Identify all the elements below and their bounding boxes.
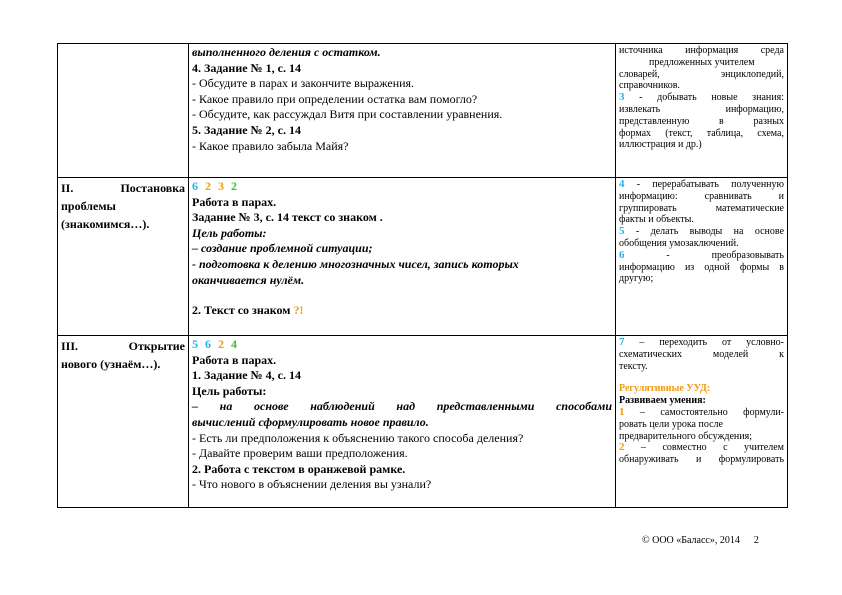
skill-line: словарей, энциклопедий, (619, 68, 784, 80)
activity-cell (189, 178, 616, 336)
text-line: выполненного деления с остатком. (192, 45, 381, 59)
goal-heading: Цель работы: (192, 225, 267, 240)
question-line: - Давайте проверим ваши предположения. (192, 446, 408, 461)
skills-cell (616, 178, 788, 336)
stage-title: III. Открытие (61, 339, 185, 353)
color-number: 3 (218, 179, 224, 193)
skill-line: – переходить от условно- (639, 337, 784, 348)
skill-number: 1 (619, 405, 625, 418)
goal-line: – создание проблемной ситуации; (192, 241, 373, 256)
task-heading: Работа в парах. (192, 352, 277, 367)
activity-cell (189, 336, 616, 508)
stage-title: (знакомимся…). (61, 217, 150, 231)
goal-line: оканчивается нулём. (192, 272, 305, 287)
table-row (58, 336, 788, 508)
skill-number: 5 (619, 225, 625, 238)
activity-cell (189, 44, 616, 178)
lesson-table (57, 43, 788, 508)
skill-line: извлекать информацию, (619, 103, 784, 115)
skill-line: тексту. (619, 360, 648, 372)
skill-line: группировать математические (619, 202, 784, 214)
stage-cell (58, 44, 189, 178)
color-number: 4 (231, 337, 237, 351)
task-heading: Работа в парах. (192, 194, 277, 209)
page-footer (642, 535, 759, 546)
task-heading: 2. Текст со знаком (192, 303, 291, 318)
stage-title: II. Постановка (61, 181, 185, 195)
goal-heading: Цель работы: (192, 383, 267, 398)
color-number: 2 (205, 179, 211, 193)
color-number: 6 (192, 179, 198, 193)
color-numbers (192, 337, 612, 353)
copyright-text: © ООО «Баласс», 2014 (642, 535, 740, 546)
question-exclamation-mark: ?! (293, 303, 304, 318)
skills-cell (616, 336, 788, 508)
skill-line: факты и объекты. (619, 214, 694, 226)
page-number: 2 (753, 535, 759, 546)
task-heading: Задание № 3, с. 14 текст со знаком . (192, 210, 383, 225)
skill-number: 2 (619, 441, 625, 454)
question-line: - Какое правило при определении остатка вам помогло? (192, 91, 478, 106)
skill-line: представленную в разных (619, 115, 784, 127)
skill-line: - перерабатывать полученную (636, 179, 785, 190)
color-number: 2 (231, 179, 237, 193)
stage-title: нового (узнаём…). (61, 357, 161, 371)
color-number: 5 (192, 337, 198, 351)
skill-line: ровать цели урока после (619, 418, 723, 430)
color-numbers (192, 179, 612, 195)
skill-line: иллюстрация и др.) (619, 139, 702, 151)
color-number: 6 (205, 337, 211, 351)
question-line: - Обсудите, как рассуждал Витя при составлении уравнения. (192, 107, 503, 122)
goal-line: – на основе наблюдений над представленными способами (192, 399, 612, 414)
skill-line: другую; (619, 273, 654, 285)
skill-line: – совместно с учителем (640, 442, 784, 454)
goal-line: вычислений сформулировать новое правило. (192, 414, 429, 429)
skill-line: - преобразовывать (666, 249, 784, 261)
task-heading: 5. Задание № 2, с. 14 (192, 122, 301, 137)
question-line: - Обсудите в парах и закончите выражения. (192, 76, 415, 91)
stage-cell (58, 336, 189, 508)
skills-cell (616, 44, 788, 178)
table-row (58, 44, 788, 178)
task-heading: 2. Работа с текстом в оранжевой рамке. (192, 461, 406, 476)
skill-line: формах (текст, таблица, схема, (619, 127, 784, 139)
question-line: - Какое правило забыла Майя? (192, 138, 349, 153)
skill-line: источника информация среда (619, 45, 784, 56)
skill-line: обнаруживать и формулировать (619, 454, 784, 466)
skill-line: информацию: сравнивать и (619, 190, 784, 202)
color-number: 2 (218, 337, 224, 351)
skill-line: – самостоятельно формули- (639, 406, 785, 418)
skill-number: 3 (619, 91, 625, 104)
skill-number: 4 (619, 178, 625, 190)
skill-line: справочников. (619, 80, 680, 92)
question-line: - Есть ли предположения к объяснению такого способа деления? (192, 430, 524, 445)
question-line: - Что нового в объяснении деления вы узнали? (192, 477, 432, 492)
section-heading: Регулятивные УУД: (619, 383, 711, 395)
skill-line: - добывать новые знания: (639, 92, 785, 104)
goal-line: - подготовка к делению многозначных чисел, запись которых (192, 256, 519, 271)
skill-line: обобщения умозаключений. (619, 237, 739, 249)
task-heading: 4. Задание № 1, с. 14 (192, 60, 301, 75)
task-heading: 1. Задание № 4, с. 14 (192, 368, 301, 383)
stage-title: проблемы (61, 199, 116, 213)
skill-line: предложенных учителем (649, 56, 755, 68)
skill-number: 7 (619, 336, 625, 348)
skill-line: предварительного обсуждения; (619, 430, 752, 442)
skill-line: - делать выводы на основе (635, 226, 785, 238)
skill-line: схематических моделей к (619, 348, 784, 360)
skill-line: информацию из одной формы в (619, 261, 784, 273)
section-subheading: Развиваем умения: (619, 395, 706, 407)
table-row (58, 178, 788, 336)
skill-number: 6 (619, 248, 625, 261)
stage-cell (58, 178, 189, 336)
